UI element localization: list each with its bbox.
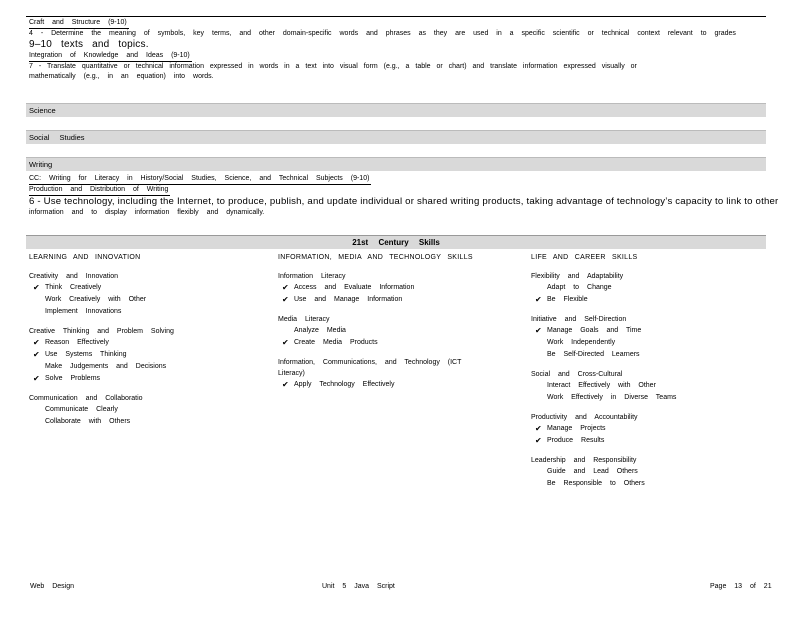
skill-group-title: Creative Thinking and Problem Solving bbox=[29, 328, 174, 335]
skill-item bbox=[278, 294, 528, 306]
writing-item-6: 6 - Use technology, including the Internet, to produce, publish, and update individual or shared writing products, taking advantage of technology’s capacity to link to other bbox=[29, 196, 779, 207]
footer-center: Unit 5 Java Script bbox=[322, 583, 395, 590]
skill-item bbox=[531, 392, 761, 404]
skill-item-label: Adapt to Change bbox=[547, 284, 612, 291]
skill-item bbox=[29, 373, 269, 385]
skill-group-title: Communication and Collaboratio bbox=[29, 395, 143, 402]
top-rule bbox=[26, 16, 766, 17]
checkmark-icon: ✔ bbox=[282, 295, 289, 304]
skills-title: 21st Century Skills bbox=[26, 235, 766, 249]
checkmark-icon: ✔ bbox=[535, 295, 542, 304]
social-studies-band: Social Studies bbox=[26, 130, 766, 144]
skills-column-information bbox=[278, 254, 528, 399]
skill-item bbox=[29, 416, 269, 428]
skill-group bbox=[531, 271, 761, 306]
skill-item bbox=[278, 325, 528, 337]
footer-left: Web Design bbox=[30, 583, 75, 590]
skill-item bbox=[531, 380, 761, 392]
skills-category-heading: LEARNING AND INNOVATION bbox=[29, 254, 141, 261]
skill-item bbox=[29, 282, 269, 294]
standard-item-7-cont: mathematically (e.g., in an equation) into words. bbox=[29, 73, 214, 80]
checkmark-icon: ✔ bbox=[282, 380, 289, 389]
skill-item-label: Work Independently bbox=[547, 339, 616, 346]
checkmark-icon: ✔ bbox=[282, 283, 289, 292]
skills-category-heading: INFORMATION, MEDIA AND TECHNOLOGY SKILLS bbox=[278, 254, 473, 261]
standard-item-7: 7 - Translate quantitative or technical information expressed in words in a text into visual form (e.g., a table or chart) and translate information expressed visually or bbox=[29, 63, 637, 70]
writing-item-6-cont: information and to display information flexibly and dynamically. bbox=[29, 209, 265, 216]
checkmark-icon: ✔ bbox=[282, 338, 289, 347]
skill-item-label: Make Judgements and Decisions bbox=[45, 363, 167, 370]
writing-band: Writing bbox=[26, 157, 766, 171]
skill-item-label: Think Creatively bbox=[45, 284, 102, 291]
skill-item-label: Be Responsible to Others bbox=[547, 480, 645, 487]
skill-item-label: Guide and Lead Others bbox=[547, 468, 638, 475]
skills-category-heading: LIFE AND CAREER SKILLS bbox=[531, 254, 638, 261]
skill-item-label: Work Creatively with Other bbox=[45, 296, 147, 303]
skill-group bbox=[278, 314, 528, 349]
skill-item-label: Solve Problems bbox=[45, 375, 101, 382]
writing-section bbox=[29, 174, 779, 218]
skill-item bbox=[531, 294, 761, 306]
integration-heading: Integration of Knowledge and Ideas (9-10) bbox=[29, 51, 192, 62]
skill-group-title: Social and Cross-Cultural bbox=[531, 371, 623, 378]
skill-item bbox=[531, 435, 761, 447]
standard-item-4: 4 - Determine the meaning of symbols, key terms, and other domain-specific words and phrases as they are used in a specific scientific or technical context relevant to grades bbox=[29, 30, 736, 37]
skill-group-title: Productivity and Accountability bbox=[531, 414, 638, 421]
skills-column-learning bbox=[29, 254, 269, 436]
footer-page-number: Page 13 of 21 bbox=[710, 583, 772, 590]
skill-item bbox=[278, 379, 528, 391]
skill-item-label: Work Effectively in Diverse Teams bbox=[547, 394, 677, 401]
skill-item-label: Use and Manage Information bbox=[294, 296, 403, 303]
skill-group-title: Information, Communications, and Technology (ICT Literacy) bbox=[278, 359, 462, 377]
standard-item-4-cont: 9–10 texts and topics. bbox=[29, 39, 149, 50]
skill-group bbox=[278, 271, 528, 306]
skill-group bbox=[531, 369, 761, 404]
science-band: Science bbox=[26, 103, 766, 117]
skill-item bbox=[29, 361, 269, 373]
skill-group bbox=[29, 271, 269, 318]
checkmark-icon: ✔ bbox=[33, 283, 40, 292]
production-heading: Production and Distribution of Writing bbox=[29, 185, 170, 196]
skill-item bbox=[531, 325, 761, 337]
skill-item-label: Implement Innovations bbox=[45, 308, 122, 315]
skill-item bbox=[531, 466, 761, 478]
skill-item bbox=[531, 282, 761, 294]
skill-item-label: Manage Goals and Time bbox=[547, 327, 642, 334]
skill-item-label: Apply Technology Effectively bbox=[294, 381, 395, 388]
skill-item bbox=[29, 337, 269, 349]
craft-heading: Craft and Structure (9-10) bbox=[29, 18, 129, 29]
checkmark-icon: ✔ bbox=[33, 374, 40, 383]
skill-item-label: Be Flexible bbox=[547, 296, 588, 303]
skill-item bbox=[531, 478, 761, 490]
checkmark-icon: ✔ bbox=[33, 338, 40, 347]
skill-group bbox=[278, 357, 528, 391]
skill-item bbox=[29, 294, 269, 306]
skill-item-label: Access and Evaluate Information bbox=[294, 284, 415, 291]
skill-group bbox=[531, 314, 761, 361]
skill-item-label: Produce Results bbox=[547, 437, 605, 444]
skill-group-title: Leadership and Responsibility bbox=[531, 457, 637, 464]
skill-item bbox=[531, 349, 761, 361]
skill-item bbox=[29, 404, 269, 416]
skill-group-title: Flexibility and Adaptability bbox=[531, 273, 624, 280]
standards-section bbox=[29, 18, 765, 82]
skill-group-title: Media Literacy bbox=[278, 316, 330, 323]
skill-group-title: Creativity and Innovation bbox=[29, 273, 119, 280]
checkmark-icon: ✔ bbox=[535, 424, 542, 433]
skill-item bbox=[278, 337, 528, 349]
skill-item-label: Communicate Clearly bbox=[45, 406, 118, 413]
skill-item bbox=[29, 349, 269, 361]
skill-item-label: Reason Effectively bbox=[45, 339, 109, 346]
skill-item bbox=[531, 423, 761, 435]
skill-item-label: Create Media Products bbox=[294, 339, 378, 346]
checkmark-icon: ✔ bbox=[535, 436, 542, 445]
skill-item-label: Collaborate with Others bbox=[45, 418, 131, 425]
cc-writing-heading: CC: Writing for Literacy in History/Social Studies, Science, and Technical Subjects (9-10) bbox=[29, 174, 371, 185]
skill-group-title: Information Literacy bbox=[278, 273, 346, 280]
skill-group bbox=[531, 412, 761, 447]
skill-group bbox=[29, 326, 269, 385]
skill-item bbox=[531, 337, 761, 349]
skill-item-label: Interact Effectively with Other bbox=[547, 382, 656, 389]
skill-group bbox=[531, 455, 761, 490]
skill-group-title: Initiative and Self-Direction bbox=[531, 316, 627, 323]
checkmark-icon: ✔ bbox=[33, 350, 40, 359]
skill-item-label: Be Self-Directed Learners bbox=[547, 351, 640, 358]
skill-item bbox=[29, 306, 269, 318]
skill-item-label: Use Systems Thinking bbox=[45, 351, 127, 358]
skill-item-label: Manage Projects bbox=[547, 425, 606, 432]
skills-column-life-career bbox=[531, 254, 761, 498]
skill-item-label: Analyze Media bbox=[294, 327, 346, 334]
skill-group bbox=[29, 393, 269, 428]
skill-item bbox=[278, 282, 528, 294]
checkmark-icon: ✔ bbox=[535, 326, 542, 335]
